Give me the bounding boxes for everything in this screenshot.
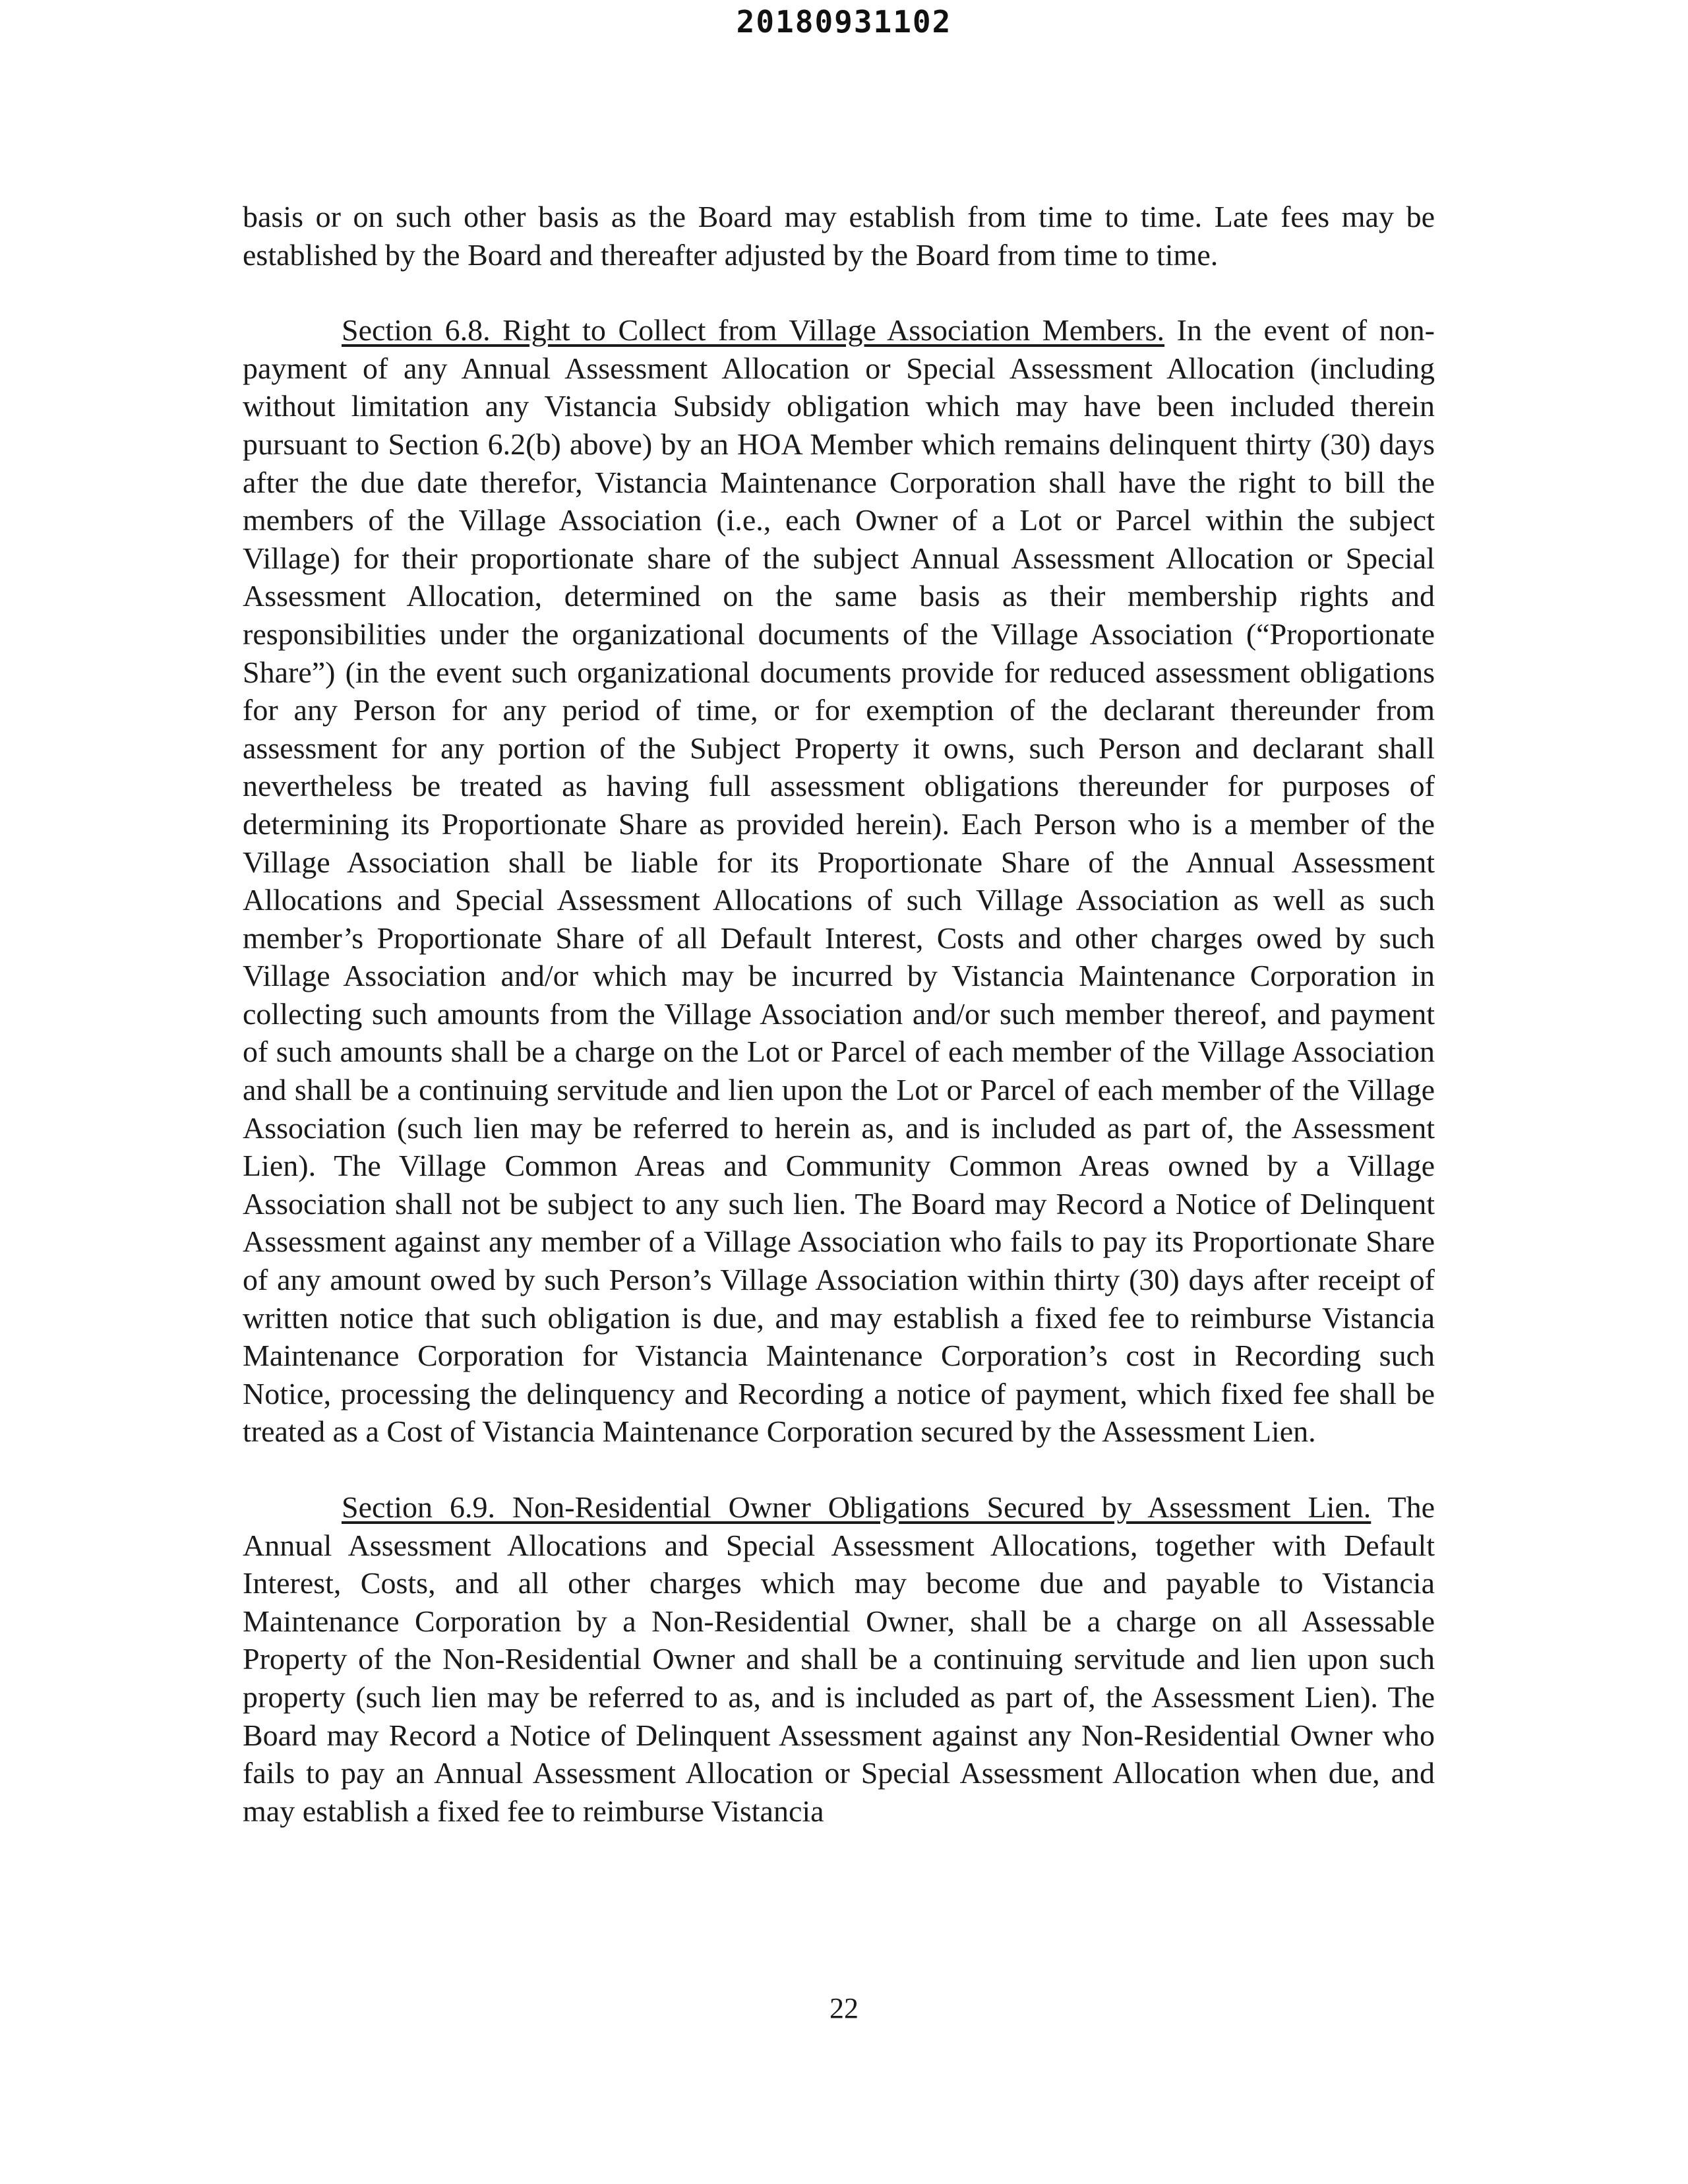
page-body <box>243 198 1435 1830</box>
section-6-8-paragraph <box>243 311 1435 1451</box>
section-6-9-body: The Annual Assessment Allocations and Special Assessment Allocations, together with Default Interest, Costs, and all other charges which may become due and payable to Vistancia Maintenance Corporation by a Non-Residential Owner, shall be a charge on all Assessable Property of the Non-Residential Owner and shall be a continuing servitude and lien upon such property (such lien may be referred to as, and is included as part of, the Assessment Lien). The Board may Record a Notice of Delinquent Assessment against any Non-Residential Owner who fails to pay an Annual Assessment Allocation or Special Assessment Allocation when due, and may establish a fixed fee to reimburse Vistancia <box>243 1490 1435 1828</box>
section-6-8-heading: Section 6.8. Right to Collect from Village Association Members. <box>342 313 1165 348</box>
page-number: 22 <box>829 1992 859 2024</box>
section-6-8-body: In the event of non-payment of any Annual Assessment Allocation or Special Assessment Allocation (including without limitation any Vistancia Subsidy obligation which may have been included therein pursuant to Section 6.2(b) above) by an HOA Member which remains delinquent thirty (30) days after the due date therefor, Vistancia Maintenance Corporation shall have the right to bill the members of the Village Association (i.e., each Owner of a Lot or Parcel within the subject Village) for their proportionate share of the subject Annual Assessment Allocation or Special Assessment Allocation, determined on the same basis as their membership rights and responsibilities under the organizational documents of the Village Association (“Proportionate Share”) (in the event such organizational documents provide for reduced assessment obligations for any Person for any period of time, or for exemption of the declarant thereunder from assessment for any portion of the Subject Property it owns, such Person and declarant shall nevertheless be treated as having full assessment obligations thereunder for purposes of determining its Proportionate Share as provided herein). Each Person who is a member of the Village Association shall be liable for its Proportionate Share of the Annual Assessment Allocations and Special Assessment Allocations of such Village Association as well as such member’s Proportionate Share of all Default Interest, Costs and other charges owed by such Village Association and/or which may be incurred by Vistancia Maintenance Corporation in collecting such amounts from the Village Association and/or such member thereof, and payment of such amounts shall be a charge on the Lot or Parcel of each member of the Village Association and shall be a continuing servitude and lien upon the Lot or Parcel of each member of the Village Association (such lien may be referred to herein as, and is included as part of, the Assessment Lien). The Village Common Areas and Community Common Areas owned by a Village Association shall not be subject to any such lien. The Board may Record a Notice of Delinquent Assessment against any member of a Village Association who fails to pay its Proportionate Share of any amount owed by such Person’s Village Association within thirty (30) days after receipt of written notice that such obligation is due, and may establish a fixed fee to reimburse Vistancia Maintenance Corporation for Vistancia Maintenance Corporation’s cost in Recording such Notice, processing the delinquency and Recording a notice of payment, which fixed fee shall be treated as a Cost of Vistancia Maintenance Corporation secured by the Assessment Lien. <box>243 313 1435 1449</box>
document-number: 20180931102 <box>736 4 952 40</box>
continuation-paragraph: basis or on such other basis as the Board may establish from time to time. Late fees may be established by the Board and thereafter adjusted by the Board from time to time. <box>243 200 1435 272</box>
section-6-9-heading: Section 6.9. Non-Residential Owner Obligations Secured by Assessment Lien. <box>342 1490 1372 1524</box>
section-6-9-paragraph <box>243 1488 1435 1830</box>
